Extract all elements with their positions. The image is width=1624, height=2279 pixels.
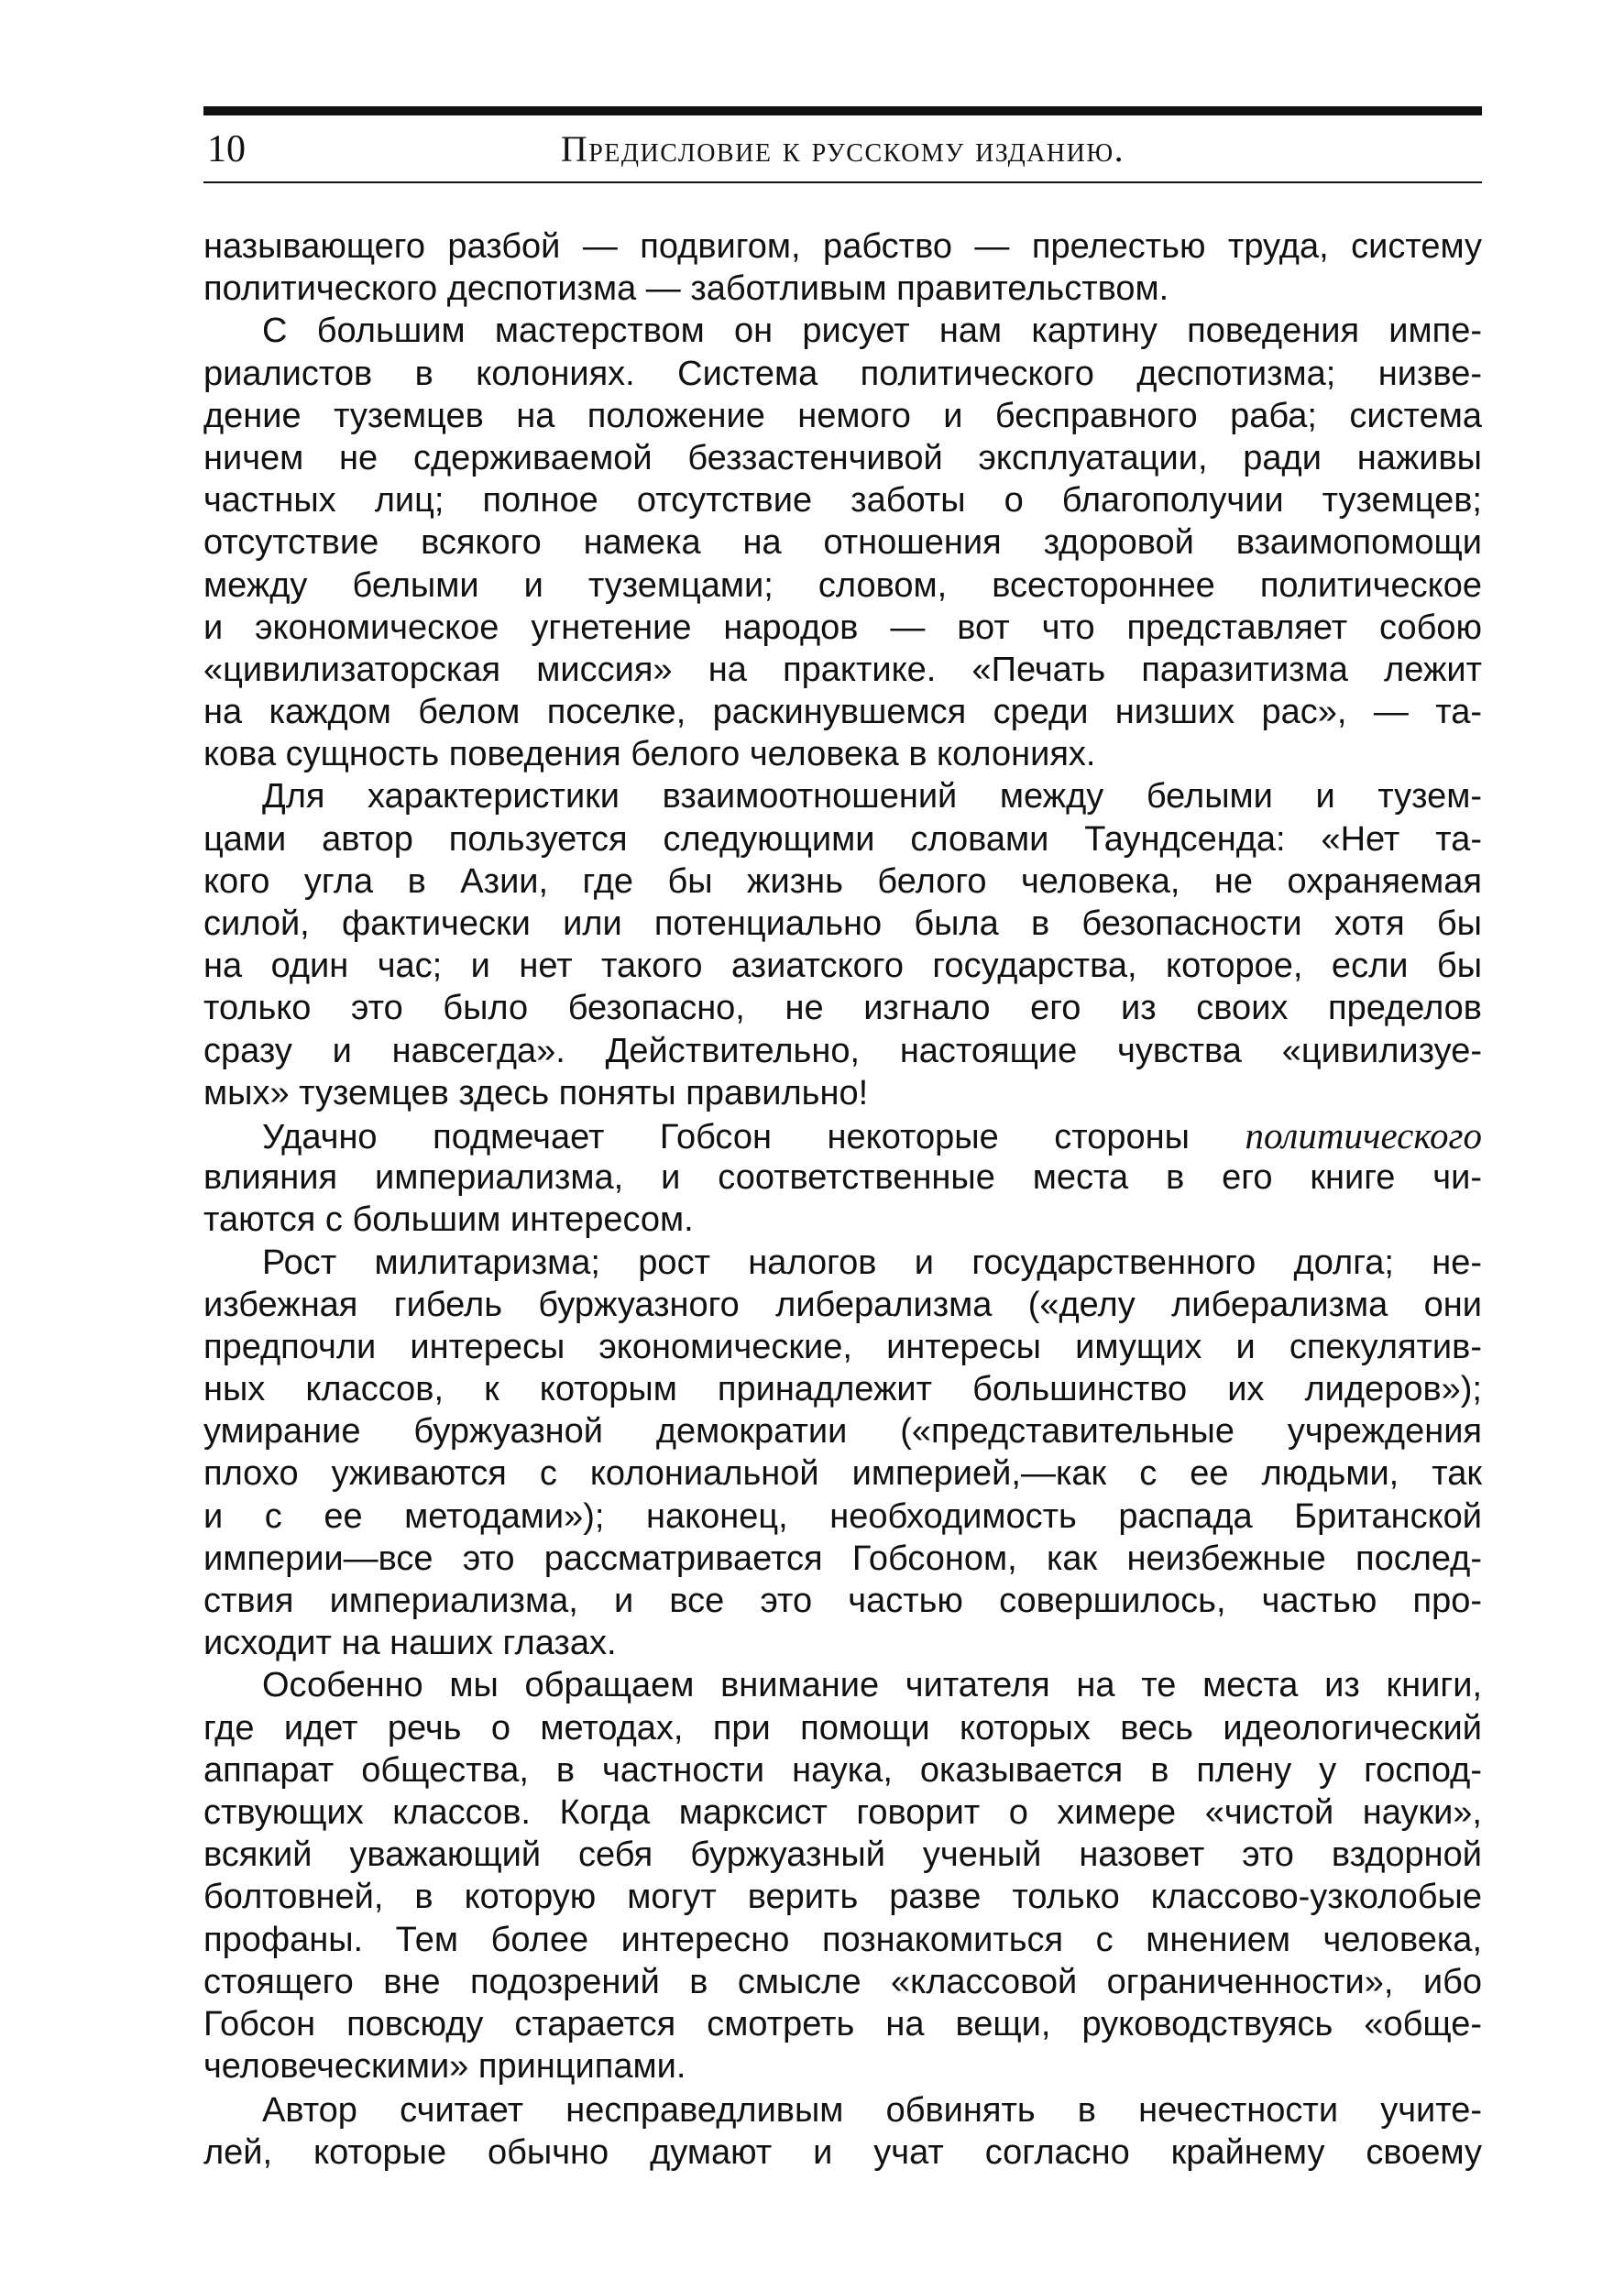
text-line: цами автор пользуется следующими словами Таундсенда: «Нет та- <box>203 819 1482 859</box>
text-line: «цивилизаторская миссия» на практике. «Печать паразитизма лежит <box>203 650 1482 689</box>
text-line <box>203 1114 1482 1156</box>
text-line: риалистов в колониях. Система политического деспотизма; низве- <box>203 354 1482 393</box>
text-line: Рост милитаризма; рост налогов и государственного долга; не- <box>262 1243 1482 1282</box>
italic-word: политического <box>1245 1113 1482 1156</box>
text-line: умирание буржуазной демократии («представительные учреждения <box>203 1412 1482 1452</box>
text-line: ствия империализма, и все это частью совершилось, частью про- <box>203 1582 1482 1620</box>
running-head-title: Предисловие к русскому изданию. <box>560 128 1125 170</box>
page-number: 10 <box>207 128 246 170</box>
text-line: империи—все это рассматривается Гобсоном, как неизбежные послед- <box>203 1539 1482 1578</box>
text-line: на каждом белом поселке, раскинувшемся среди низших рас», — та- <box>203 693 1482 732</box>
text-line: предпочли интересы экономические, интересы имущих и спекулятив- <box>203 1327 1482 1366</box>
text-line: и экономическое угнетение народов — вот что представляет собою <box>203 608 1482 647</box>
text-line: человеческими» принципами. <box>203 2047 686 2087</box>
text-line: на один час; и нет такого азиатского государства, которое, если бы <box>203 947 1482 986</box>
text-line: частных лиц; полное отсутствие заботы о благополучии туземцев; <box>203 481 1482 520</box>
text-line: стоящего вне подозрений в смысле «классовой ограниченности», ибо <box>203 1962 1482 2001</box>
text-line: сразу и навсегда». Действительно, настоящие чувства «цивилизуе- <box>203 1031 1482 1070</box>
text-line: между белыми и туземцами; словом, всестороннее политическое <box>203 565 1482 605</box>
text-line: плохо уживаются с колониальной империей,—как с ее людьми, так <box>203 1454 1482 1494</box>
text-line: влияния империализма, и соответственные места в его книге чи- <box>203 1158 1482 1198</box>
text-line: мых» туземцев здесь поняты правильно! <box>203 1073 869 1112</box>
paragraph <box>203 775 1482 1114</box>
paragraph <box>203 1114 1482 1242</box>
text-line: болтовней, в которую могут верить разве только классово-узколобые <box>203 1878 1482 1917</box>
paragraph <box>203 1242 1482 1665</box>
text-line-start: Удачно подмечает Гобсон некоторые стороны <box>262 1117 1245 1156</box>
paragraph <box>203 310 1482 775</box>
text-line: только это было безопасно, не изгнало его из своих пределов <box>203 989 1482 1028</box>
text-line: дение туземцев на положение немого и бесправного раба; система <box>203 396 1482 435</box>
text-line: ных классов, к которым принадлежит большинство их лидеров»); <box>203 1370 1482 1409</box>
text-line: Для характеристики взаимоотношений между белыми и тузем- <box>262 777 1482 816</box>
text-line: Гобсон повсюду старается смотреть на вещи, руководствуясь «обще- <box>203 2004 1482 2043</box>
text-line: называющего разбой — подвигом, рабство — прелестью труда, систему <box>203 227 1482 266</box>
text-line: всякий уважающий себя буржуазный ученый назовет это вздорной <box>203 1835 1482 1875</box>
text-line: где идет речь о методах, при помощи которых весь идеологический <box>203 1708 1482 1748</box>
text-line: аппарат общества, в частности наука, оказывается в плену у господ- <box>203 1750 1482 1790</box>
text-line: политического деспотизма — заботливым правительством. <box>203 269 1169 309</box>
text-line: ствующих классов. Когда марксист говорит о химере «чистой науки», <box>203 1792 1482 1832</box>
text-line: ничем не сдерживаемой беззастенчивой эксплуатации, ради наживы <box>203 438 1482 477</box>
paragraph <box>203 1664 1482 2087</box>
paragraph <box>203 225 1482 310</box>
text-line: профаны. Тем более интересно познакомиться с мнением человека, <box>203 1920 1482 1959</box>
text-line: избежная гибель буржуазного либерализма («делу либерализма они <box>203 1285 1482 1324</box>
top-rule <box>203 106 1482 115</box>
text-line: Особенно мы обращаем внимание читателя на те места из книги, <box>262 1666 1482 1705</box>
text-line: кого угла в Азии, где бы жизнь белого человека, не охраняемая <box>203 861 1482 901</box>
text-line: и с ее методами»); наконец, необходимость распада Британской <box>203 1496 1482 1536</box>
running-head <box>203 123 1482 178</box>
body-text <box>203 225 1482 2175</box>
text-line: отсутствие всякого намека на отношения здоровой взаимопомощи <box>203 523 1482 563</box>
paragraph <box>203 2089 1482 2174</box>
text-line: кова сущность поведения белого человека в колониях. <box>203 735 1096 774</box>
text-line: Автор считает несправедливым обвинять в нечестности учите- <box>262 2091 1482 2131</box>
text-line: лей, которые обычно думают и учат согласно крайнему своему <box>203 2133 1482 2173</box>
text-line: исходит на наших глазах. <box>203 1624 617 1663</box>
header-rule <box>203 181 1482 183</box>
text-line: таются с большим интересом. <box>203 1200 694 1240</box>
text-line: силой, фактически или потенциально была в безопасности хотя бы <box>203 904 1482 943</box>
text-line: С большим мастерством он рисует нам картину поведения импе- <box>262 312 1482 351</box>
